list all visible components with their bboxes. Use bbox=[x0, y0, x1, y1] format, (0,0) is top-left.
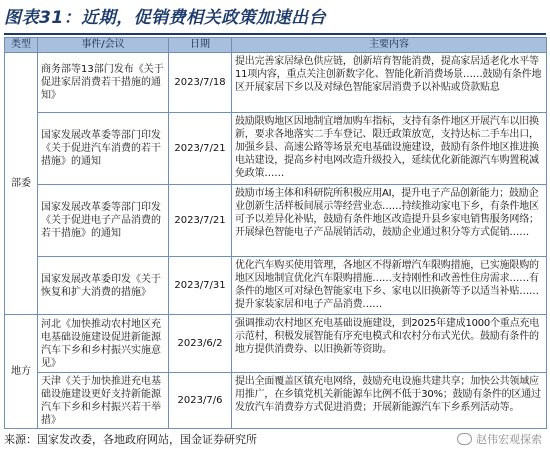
content-text: 优化汽车购买使用管理，各地区不得新增汽车限购措施，已实施限购的地区因地制宜优化汽车限购措施……支持刚性和改善性住房需求……有条件的地区可对绿色智能家电下乡、家电以旧换新等予以适当补贴……提升家装家居和电子产品消费…… bbox=[235, 259, 539, 310]
date-cell: 2023/7/21 bbox=[169, 113, 232, 185]
category-ministry: 部委 bbox=[5, 53, 38, 315]
content-cell bbox=[232, 373, 547, 429]
content-text: 提出完善家居绿色供应链，创新培育智能消费，提高家居适老化水平等11项内容，重点关注创新数字化、智能化新消费场景……鼓励有条件地区开展家居下乡以及对绿色智能家居消费予以补贴或贷款贴息 bbox=[235, 55, 542, 93]
figure-title: 图表31：近期，促销费相关政策加速出台 bbox=[4, 8, 327, 28]
table-row bbox=[5, 257, 547, 315]
date-cell: 2023/6/2 bbox=[169, 315, 232, 373]
category-local: 地方 bbox=[5, 315, 38, 429]
header-date: 日期 bbox=[169, 38, 232, 53]
date-cell: 2023/7/21 bbox=[169, 185, 232, 257]
content-cell bbox=[232, 53, 547, 113]
policy-table bbox=[4, 37, 547, 429]
source-note: 来源：国家发改委，各地政府网站，国金证券研究所 bbox=[4, 433, 257, 446]
title-divider bbox=[4, 33, 546, 35]
table-row bbox=[5, 53, 547, 113]
wechat-icon bbox=[457, 433, 472, 445]
event-cell: 河北《加快推动农村地区充电基础设施建设促进新能源汽车下乡和乡村振兴实施意见》 bbox=[38, 315, 169, 373]
header-content: 主要内容 bbox=[232, 38, 547, 53]
content-text: 强调推动农村地区充电基础设施建设，到2025年建成1000个重点充电示范村，积极发展智能有序充电模式和农村分布式光伏。鼓励有条件的地方提供消费券、以旧换新等资助。 bbox=[235, 317, 540, 355]
event-cell: 天津《关于加快推进充电基础设施建设更好支持新能源汽车下乡和乡村振兴若干举措》 bbox=[38, 373, 169, 429]
content-cell bbox=[232, 257, 547, 315]
event-cell: 国家发展改革委等部门印发《关于促进电子产品消费的若干措施》的通知 bbox=[38, 185, 169, 257]
date-cell: 2023/7/6 bbox=[169, 373, 232, 429]
date-cell: 2023/7/31 bbox=[169, 257, 232, 315]
content-cell bbox=[232, 185, 547, 257]
content-cell bbox=[232, 315, 547, 373]
header-event: 事件/会议 bbox=[38, 38, 169, 53]
table-row bbox=[5, 113, 547, 185]
date-cell: 2023/7/18 bbox=[169, 53, 232, 113]
content-text: 鼓励市场主体和科研院所积极应用AI，提升电子产品创新能力；鼓励企业创新生活样板间展示等经营业态……持续推动家电下乡，有条件地区可予以差异化补贴，鼓励有条件地区改造提升县乡家电销售服务网络；开展绿色智能电子产品展销活动，鼓励企业通过积分等方式促销…… bbox=[235, 188, 539, 238]
event-cell: 国家发展改革委印发《关于恢复和扩大消费的措施》 bbox=[38, 257, 169, 315]
table-row bbox=[5, 373, 547, 429]
header-type: 类型 bbox=[5, 38, 38, 53]
table-row bbox=[5, 185, 547, 257]
watermark-text: 赵伟宏观探索 bbox=[476, 433, 542, 446]
table-header-row bbox=[5, 38, 547, 53]
event-cell: 商务部等13部门发布《关于促进家居消费若干措施的通知》 bbox=[38, 53, 169, 113]
content-text: 提出全面覆盖区镇充电网络，鼓励充电设施共建共享；加快公共领域应用推广，在乡镇党机关新能源车比例不低于30%；鼓励有条件的区通过发放汽车消费券方式促进消费；开展新能源汽车下乡系列活动等。 bbox=[235, 375, 541, 413]
content-text: 鼓励限购地区因地制宜增加购车指标，支持有条件地区开展汽车以旧换新，要求各地落实二手车登记、限迁政策放宽，支持达标二手车出口，加强乡县、高速公路等场景充电基础设施建设，鼓励有条件地区推进换电站建设，提高乡村电网改造升级投入，延续优化新能源汽车购置税减免政策…… bbox=[235, 116, 539, 179]
event-cell: 国家发展改革委等部门印发《关于促进汽车消费的若干措施》的通知 bbox=[38, 113, 169, 185]
watermark bbox=[457, 430, 542, 448]
content-cell bbox=[232, 113, 547, 185]
table-row bbox=[5, 315, 547, 373]
